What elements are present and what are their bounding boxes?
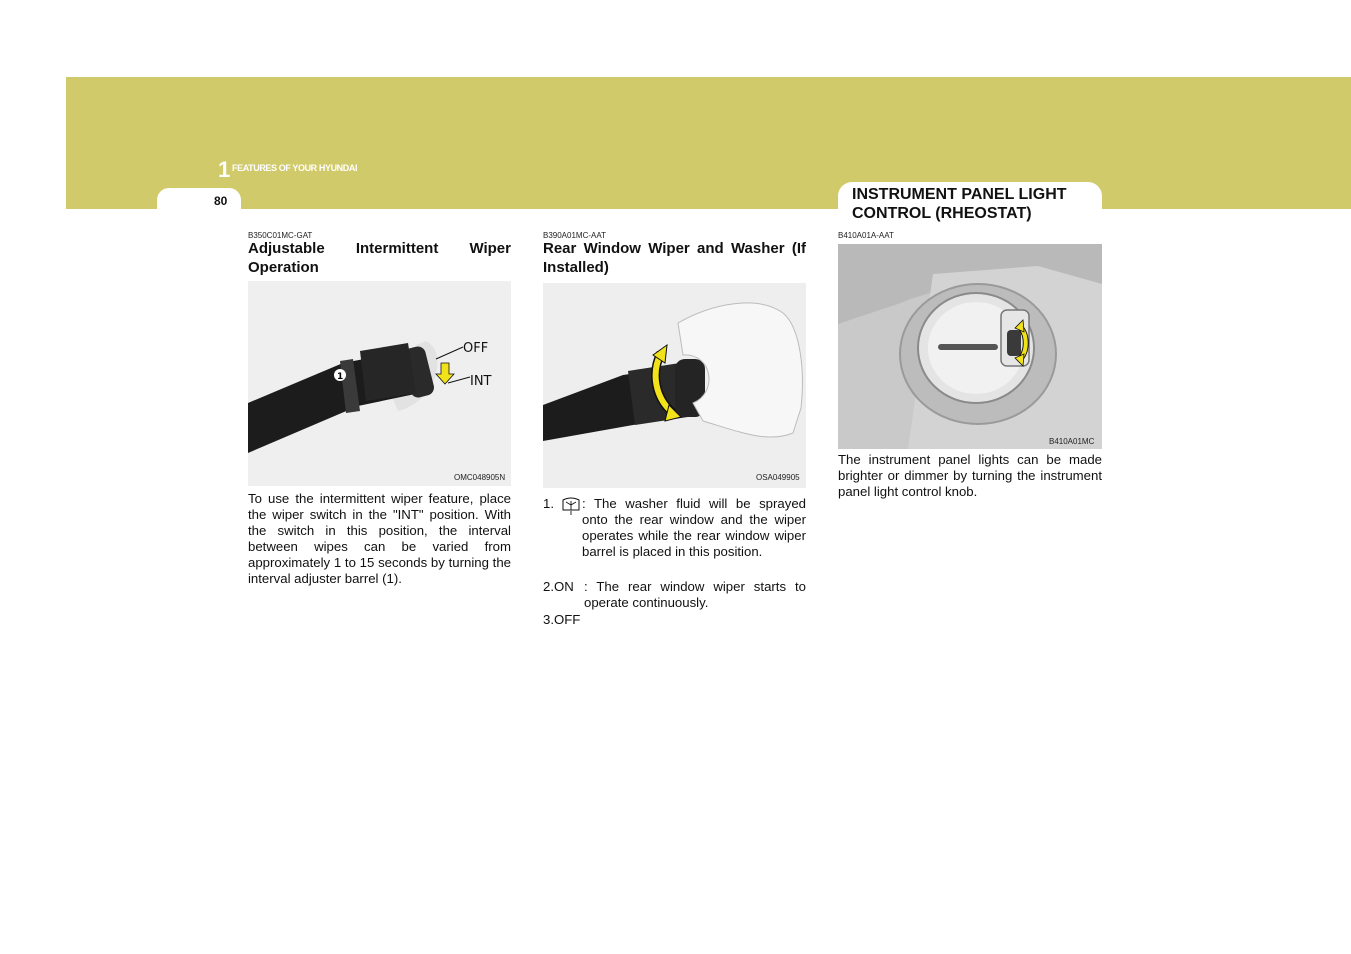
off-label: OFF	[463, 341, 489, 356]
washer-icon	[560, 496, 582, 516]
rear-wiper-figure	[543, 283, 806, 488]
col3-code: B410A01A-AAT	[838, 231, 894, 240]
col2-code: B390A01MC-AAT	[543, 231, 606, 240]
marker-1-label: 1	[337, 372, 344, 382]
list-item	[543, 496, 806, 578]
page-number: 80	[214, 194, 228, 208]
list-item-text: : The rear window wiper starts to operate continuously.	[584, 579, 806, 610]
col1-body: To use the intermittent wiper feature, place the wiper switch in the "INT" position. With the switch in this position, the interval between wipes can be varied from approximately 1 to 15 seconds by turning the interval adjuster barrel (1).	[248, 491, 511, 586]
col3-figure-code: B410A01MC	[1049, 437, 1095, 446]
chapter-title: FEATURES OF YOUR HYUNDAI	[232, 163, 358, 173]
page-number-tab	[157, 188, 241, 210]
col1-code: B350C01MC-GAT	[248, 231, 313, 240]
int-label: INT	[470, 374, 492, 389]
col2-heading: Rear Window Wiper and Washer (If Installed)	[543, 240, 806, 276]
list-item-text: : The washer fluid will be sprayed onto the rear window and the wiper operates while the rear window wiper barrel is placed in this position.	[582, 496, 806, 559]
header-band	[66, 77, 1351, 209]
chapter-number: 1	[218, 157, 231, 182]
rheostat-figure	[838, 244, 1102, 449]
list-item-number: 2.ON	[543, 579, 574, 594]
col1-heading: Adjustable Intermittent Wiper Operation	[248, 240, 511, 276]
list-item	[543, 612, 806, 630]
col2-figure-code: OSA049905	[756, 473, 800, 482]
list-item	[543, 579, 806, 613]
list-item-number: 3.OFF	[543, 612, 581, 627]
list-item-number: 1.	[543, 496, 554, 511]
col1-figure-code: OMC048905N	[454, 473, 506, 482]
col3-body: The instrument panel lights can be made brighter or dimmer by turning the instrument panel light control knob.	[838, 452, 1102, 499]
section-title: INSTRUMENT PANEL LIGHT CONTROL (RHEOSTAT)	[852, 186, 1067, 222]
wiper-stalk-figure	[248, 281, 511, 486]
